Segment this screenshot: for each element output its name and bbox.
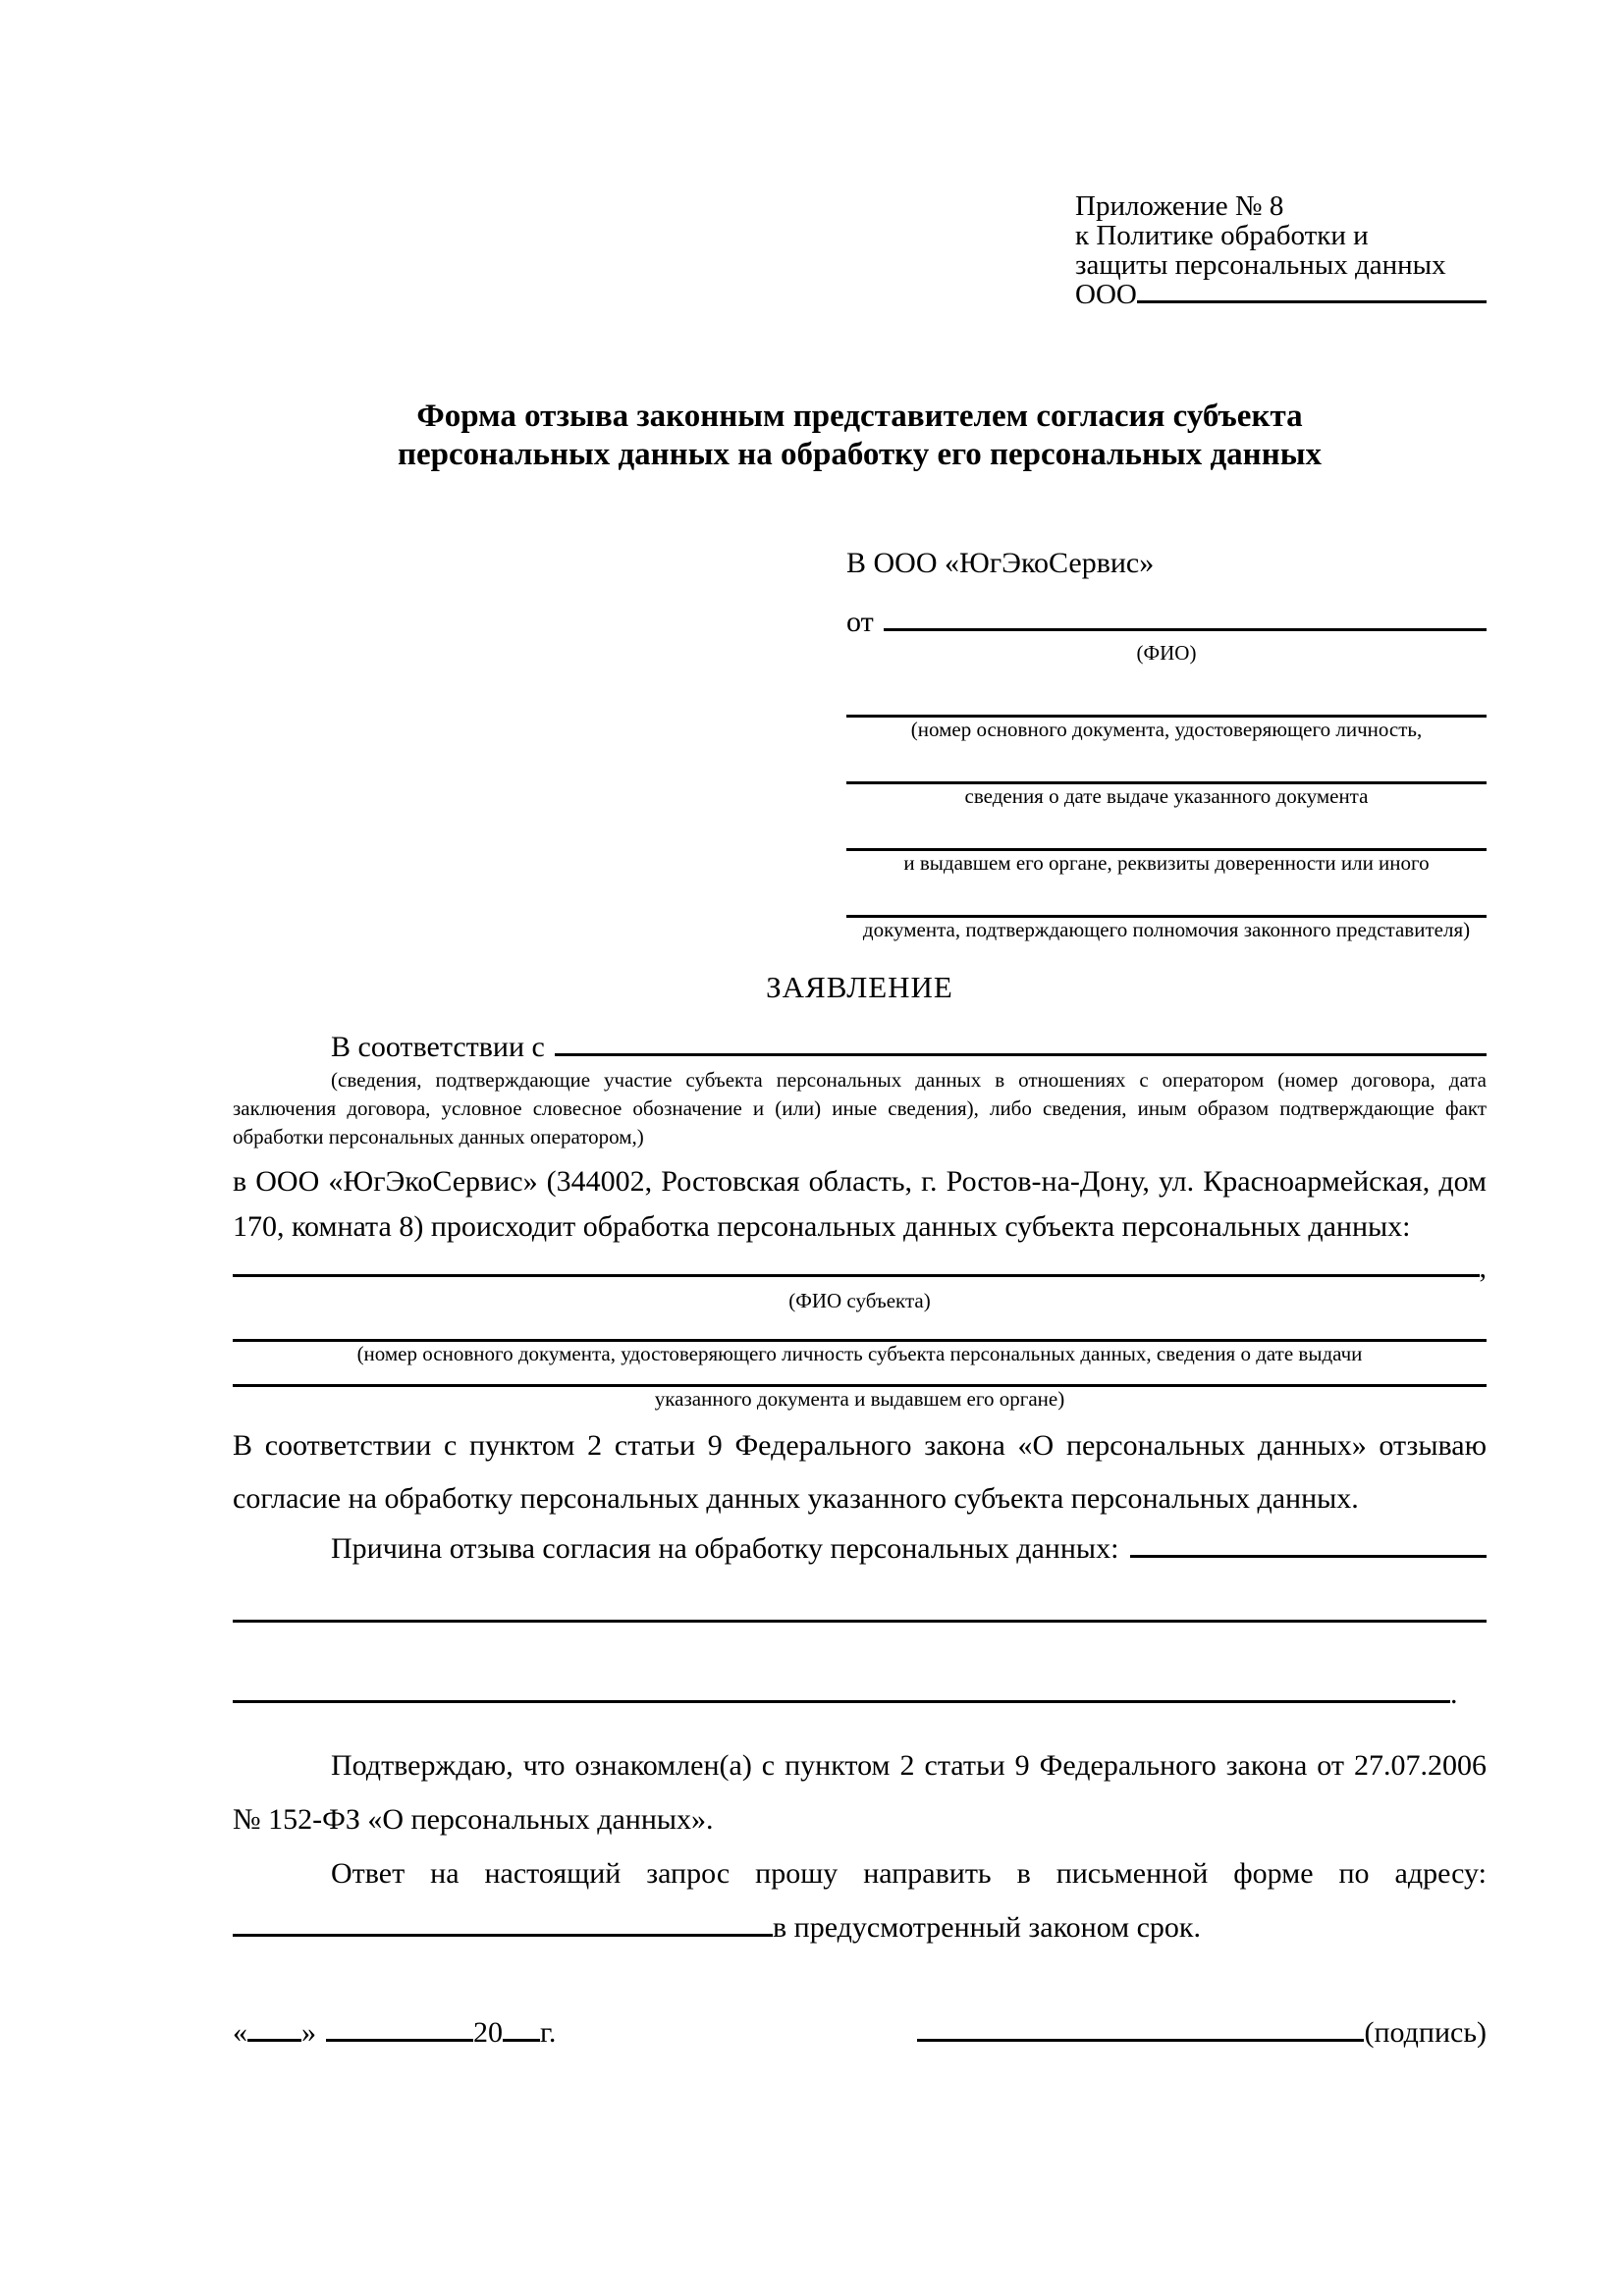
- accordance-row: [233, 1029, 1487, 1066]
- document-content: [233, 0, 1487, 2053]
- accordance-blank-line: [555, 1040, 1487, 1056]
- appendix-note: [1075, 191, 1487, 309]
- signature-group: [917, 2013, 1487, 2053]
- addressee-from-row: [846, 604, 1487, 641]
- reason-blank-line-2: [233, 1620, 1487, 1623]
- footer-row: [233, 2013, 1487, 2053]
- doc-caption: (номер основного документа, удостоверяющего личность,: [910, 718, 1423, 741]
- reply-paragraph: Ответ на настоящий запрос прошу направить в письменной форме по адресу:: [331, 1857, 1487, 1890]
- statement-heading: ЗАЯВЛЕНИЕ: [766, 970, 953, 1004]
- appendix-line: защиты персональных данных: [1075, 249, 1446, 281]
- reply-tail: в предусмотренный законом срок.: [773, 1911, 1201, 1944]
- quote-close: »: [301, 2016, 316, 2049]
- date-group: [233, 2013, 556, 2053]
- doc-caption: сведения о дате выдаче указанного документа: [964, 784, 1369, 808]
- fio-caption: (ФИО): [1136, 641, 1197, 665]
- addressee-to: В ООО «ЮгЭкоСервис»: [846, 547, 1155, 579]
- year-prefix: 20: [473, 2016, 503, 2049]
- reason-row: [233, 1525, 1487, 1573]
- title-line: персональных данных на обработку его персональных данных: [398, 437, 1322, 472]
- appendix-ooo-row: [1075, 280, 1487, 309]
- from-label: от: [846, 606, 874, 638]
- year-suffix: г.: [540, 2016, 557, 2049]
- appendix-line: к Политике обработки и: [1075, 220, 1369, 251]
- document-title: [233, 398, 1487, 474]
- reason-blank-line-3: [233, 1686, 1450, 1703]
- year-blank-line: [503, 2025, 540, 2042]
- reason-label: Причина отзыва согласия на обработку персональных данных:: [331, 1532, 1119, 1565]
- doc-caption: и выдавшем его органе, реквизиты доверенности или иного: [903, 851, 1430, 875]
- reply-address-blank-line: [233, 1920, 773, 1937]
- title-line: Форма отзыва законным представителем согласия субъекта: [416, 399, 1303, 434]
- subject-fio-row: [233, 1248, 1487, 1289]
- signature-blank-line: [917, 2025, 1364, 2042]
- from-blank-line: [884, 614, 1487, 631]
- quote-open: «: [233, 2016, 247, 2049]
- month-blank-line: [326, 2025, 473, 2042]
- signature-caption: (подпись): [1364, 2016, 1487, 2049]
- subject-doc-caption: (номер основного документа, удостоверяющего личность субъекта персональных данных, сведения о дате выдачи: [356, 1342, 1363, 1365]
- reason-blank-line: [1130, 1541, 1487, 1558]
- ooo-blank-line: [1137, 287, 1487, 303]
- subject-doc-caption: указанного документа и выдавшем его органе): [654, 1387, 1065, 1411]
- trailing-comma: ,: [1479, 1252, 1487, 1284]
- subject-fio-blank-line: [233, 1260, 1480, 1277]
- appendix-line: Приложение № 8: [1075, 190, 1284, 222]
- operator-paragraph: в ООО «ЮгЭкоСервис» (344002, Ростовская область, г. Ростов-на-Дону, ул. Красноармейская, дом 170, комната 8) происходит обработка персональных данных субъекта персональных данных:: [233, 1165, 1487, 1243]
- reason-blank-row-3: [233, 1680, 1487, 1709]
- withdrawal-paragraph: В соответствии с пунктом 2 статьи 9 Федерального закона «О персональных данных» отзываю согласие на обработку персональных данных указанного субъекта персональных данных.: [233, 1429, 1487, 1515]
- addressee-block: [846, 545, 1487, 942]
- day-blank-line: [247, 2025, 301, 2042]
- confirm-paragraph: Подтверждаю, что ознакомлен(а) с пунктом 2 статьи 9 Федерального закона от 27.07.2006 № 152-ФЗ «О персональных данных».: [233, 1749, 1487, 1836]
- accordance-fineprint: (сведения, подтверждающие участие субъекта персональных данных в отношениях с оператором (номер договора, дата заключения договора, условное словесное обозначение и (или) иные сведения), либо сведения, иным образом подтверждающие факт обработки персональных данных оператором,): [233, 1068, 1487, 1148]
- trailing-period: .: [1450, 1678, 1458, 1710]
- accordance-label: В соответствии с: [331, 1031, 545, 1063]
- doc-caption: документа, подтверждающего полномочия законного представителя): [862, 918, 1471, 941]
- subject-fio-caption: (ФИО субъекта): [788, 1289, 931, 1312]
- ooo-label: ООО: [1075, 279, 1137, 310]
- reply-address-row: [233, 1900, 1487, 1954]
